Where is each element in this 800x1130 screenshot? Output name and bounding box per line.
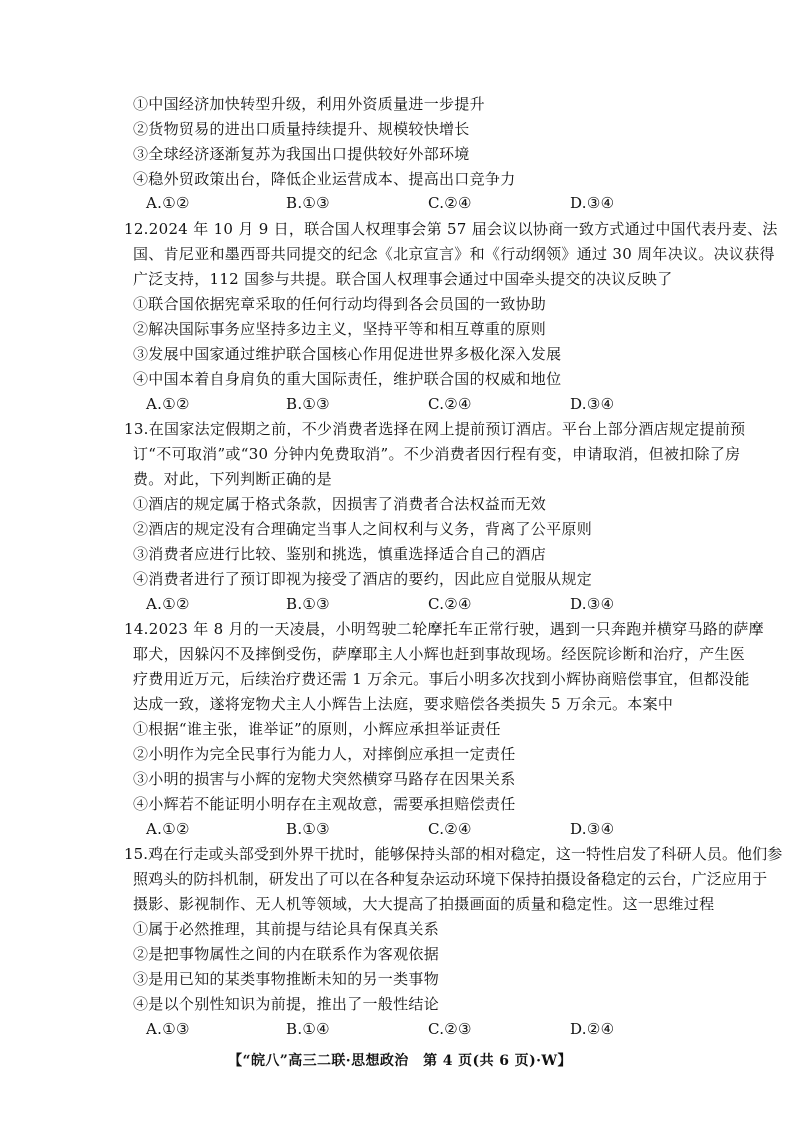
option-d: D.③④	[570, 820, 615, 838]
statement-3: ③是用已知的某类事物推断未知的另一类事物	[133, 970, 440, 988]
question-stem-line: 耶犬，因躲闪不及摔倒受伤，萨摩耶主人小辉也赶到事故现场。经医院诊断和治疗，产生医	[133, 645, 746, 663]
statement-3: ③小明的损害与小辉的宠物犬突然横穿马路存在因果关系	[133, 770, 516, 788]
option-b: B.①③	[286, 194, 330, 212]
option-c: C.②④	[428, 595, 472, 613]
option-d: D.②④	[570, 1020, 615, 1038]
question-stem-line: 15.鸡在行走或头部受到外界干扰时，能够保持头部的相对稳定，这一特性启发了科研人员。他们参	[124, 845, 783, 863]
question-stem-line: 国、肯尼亚和墨西哥共同提交的纪念《北京宣言》和《行动纲领》通过 30 周年决议。决议获得	[133, 245, 775, 263]
statement-1: ①属于必然推理，其前提与结论具有保真关系	[133, 920, 440, 938]
question-stem-line: 达成一致，遂将宠物犬主人小辉告上法庭，要求赔偿各类损失 5 万余元。本案中	[133, 695, 674, 713]
question-stem-line: 费。对此，下列判断正确的是	[133, 470, 332, 488]
question-stem-line: 照鸡头的防抖机制，研发出了可以在各种复杂运动环境下保持拍摄设备稳定的云台，广泛应用于	[133, 870, 768, 888]
statement-2: ②酒店的规定没有合理确定当事人之间权利与义务，背离了公平原则	[133, 520, 593, 538]
question-stem-line: 广泛支持，112 国参与共提。联合国人权理事会通过中国牵头提交的决议反映了	[133, 270, 673, 288]
option-c: C.②③	[428, 1020, 472, 1038]
option-d: D.③④	[570, 595, 615, 613]
statement-4: ④小辉若不能证明小明存在主观故意，需要承担赔偿责任	[133, 795, 516, 813]
option-c: C.②④	[428, 194, 472, 212]
option-b: B.①③	[286, 395, 330, 413]
option-d: D.③④	[570, 395, 615, 413]
statement-1: ①中国经济加快转型升级，利用外资质量进一步提升	[133, 95, 485, 113]
option-d: D.③④	[570, 194, 615, 212]
page-footer: 【“皖八”高三二联·思想政治 第 4 页(共 6 页)·W】	[228, 1053, 572, 1069]
question-stem-line: 疗费用近万元，后续治疗费还需 1 万余元。事后小明多次找到小辉协商赔偿事宜，但都没能	[133, 670, 750, 688]
question-stem-line: 13.在国家法定假期之前，不少消费者选择在网上提前预订酒店。平台上部分酒店规定提前预	[124, 420, 746, 438]
statement-3: ③发展中国家通过维护联合国核心作用促进世界多极化深入发展	[133, 345, 562, 363]
statement-1: ①根据“谁主张，谁举证”的原则，小辉应承担举证责任	[133, 720, 501, 738]
question-stem-line: 12.2024 年 10 月 9 日，联合国人权理事会第 57 届会议以协商一致方式通过中国代表丹麦、法	[124, 220, 778, 238]
question-stem-line: 14.2023 年 8 月的一天凌晨，小明驾驶二轮摩托车正常行驶，遇到一只奔跑并横穿马路的萨摩	[124, 620, 764, 638]
option-a: A.①②	[146, 820, 190, 838]
statement-2: ②货物贸易的进出口质量持续提升、规模较快增长	[133, 120, 470, 138]
option-a: A.①②	[146, 395, 190, 413]
option-b: B.①③	[286, 820, 330, 838]
statement-3: ③消费者应进行比较、鉴别和挑选，慎重选择适合自己的酒店	[133, 545, 547, 563]
option-a: A.①②	[146, 595, 190, 613]
statement-2: ②小明作为完全民事行为能力人，对摔倒应承担一定责任	[133, 745, 516, 763]
option-a: A.①②	[146, 194, 190, 212]
option-c: C.②④	[428, 395, 472, 413]
statement-2: ②解决国际事务应坚持多边主义，坚持平等和相互尊重的原则	[133, 320, 547, 338]
statement-3: ③全球经济逐渐复苏为我国出口提供较好外部环境	[133, 145, 470, 163]
statement-1: ①酒店的规定属于格式条款，因损害了消费者合法权益而无效	[133, 495, 547, 513]
statement-2: ②是把事物属性之间的内在联系作为客观依据	[133, 945, 440, 963]
statement-4: ④消费者进行了预订即视为接受了酒店的要约，因此应自觉服从规定	[133, 570, 593, 588]
option-a: A.①③	[146, 1020, 190, 1038]
question-stem-line: 订“不可取消”或“30 分钟内免费取消”。不少消费者因行程有变，申请取消，但被扣除了房	[133, 445, 741, 463]
statement-4: ④稳外贸政策出台，降低企业运营成本、提高出口竞争力	[133, 170, 516, 188]
option-b: B.①④	[286, 1020, 330, 1038]
option-c: C.②④	[428, 820, 472, 838]
question-stem-line: 摄影、影视制作、无人机等领域，大大提高了拍摄画面的质量和稳定性。这一思维过程	[133, 895, 715, 913]
option-b: B.①③	[286, 595, 330, 613]
statement-4: ④是以个别性知识为前提，推出了一般性结论	[133, 995, 440, 1013]
statement-1: ①联合国依据宪章采取的任何行动均得到各会员国的一致协助	[133, 295, 547, 313]
statement-4: ④中国本着自身肩负的重大国际责任，维护联合国的权威和地位	[133, 370, 562, 388]
